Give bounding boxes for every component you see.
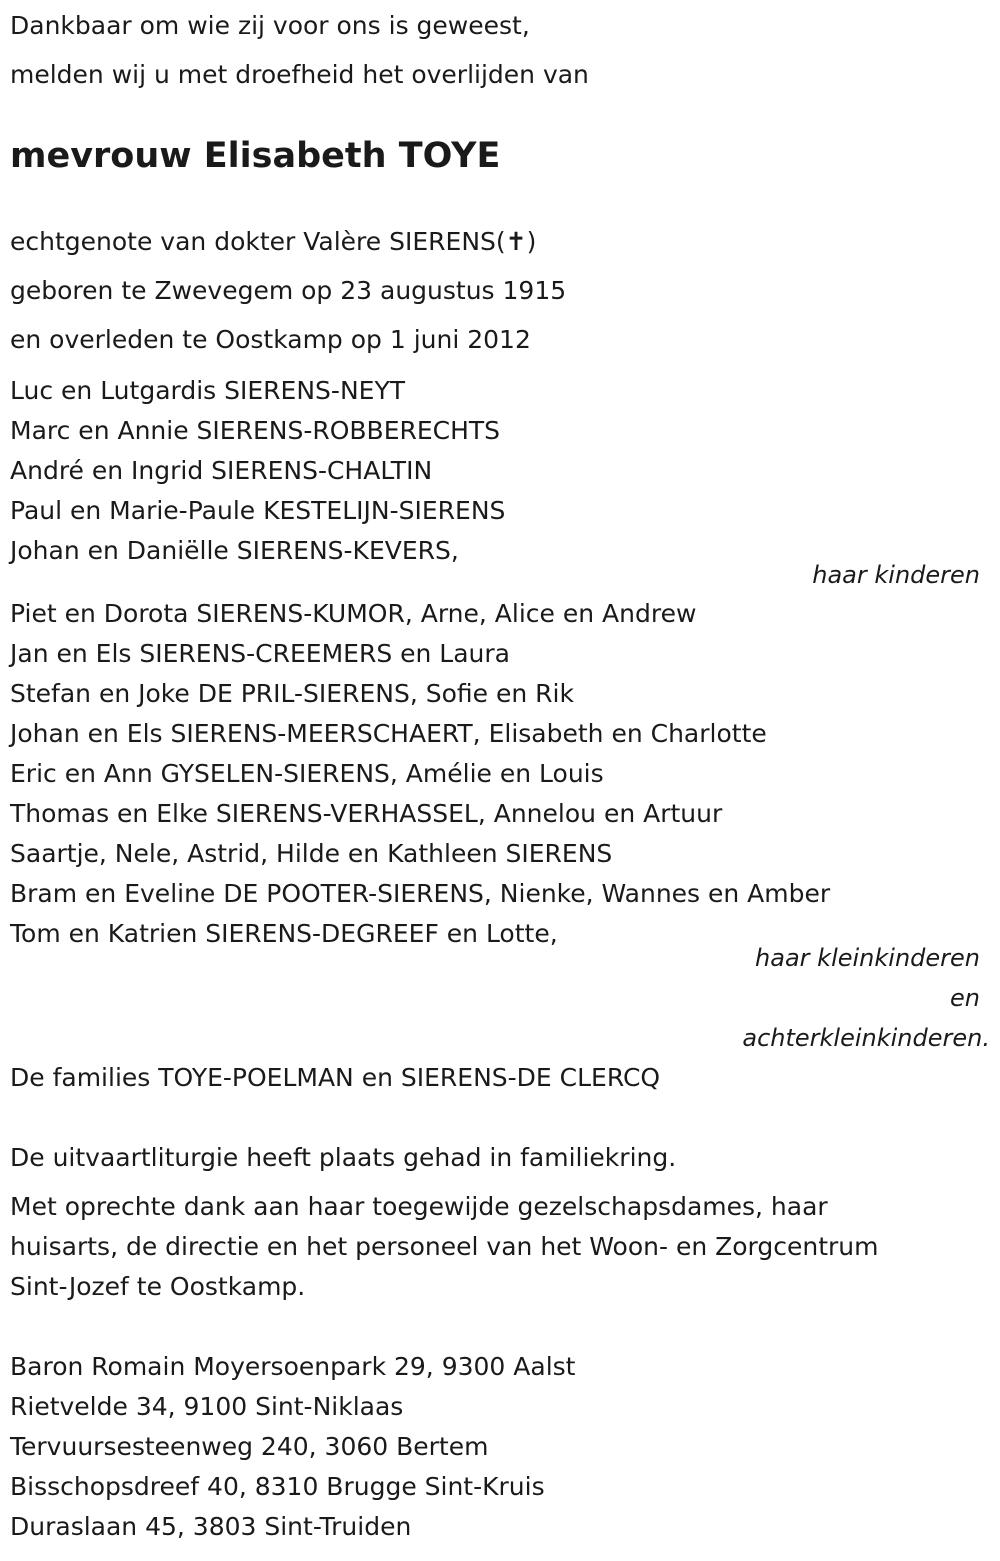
address-item: Tervuursesteenweg 240, 3060 Bertem xyxy=(10,1432,489,1461)
children-role: haar kinderen xyxy=(812,561,980,589)
spouse-line: echtgenote van dokter Valère SIERENS(✝) xyxy=(10,227,537,256)
list-item: Bram en Eveline DE POOTER-SIERENS, Nienke, Wannes en Amber xyxy=(10,879,831,908)
great-grandchildren-role: achterkleinkinderen. xyxy=(742,1024,990,1052)
intro-line-2: melden wij u met droefheid het overlijden van xyxy=(10,60,589,89)
grandchildren-list xyxy=(10,594,830,954)
list-item: Tom en Katrien SIERENS-DEGREEF en Lotte, xyxy=(10,919,558,948)
list-item: Saartje, Nele, Astrid, Hilde en Kathleen SIERENS xyxy=(10,839,613,868)
thanks-line: Met oprechte dank aan haar toegewijde gezelschapsdames, haar xyxy=(10,1192,828,1221)
list-item: André en Ingrid SIERENS-CHALTIN xyxy=(10,456,433,485)
list-item: Johan en Els SIERENS-MEERSCHAERT, Elisabeth en Charlotte xyxy=(10,719,767,748)
death-line: en overleden te Oostkamp op 1 juni 2012 xyxy=(10,325,531,354)
thanks-line: Sint-Jozef te Oostkamp. xyxy=(10,1272,306,1301)
address-item: Rietvelde 34, 9100 Sint-Niklaas xyxy=(10,1392,404,1421)
children-list xyxy=(10,371,505,571)
grandchildren-role: haar kleinkinderen xyxy=(755,944,980,972)
thanks-line: huisarts, de directie en het personeel van het Woon- en Zorgcentrum xyxy=(10,1232,879,1261)
list-item: Luc en Lutgardis SIERENS-NEYT xyxy=(10,376,405,405)
details-block xyxy=(10,222,566,360)
list-item: Piet en Dorota SIERENS-KUMOR, Arne, Alice en Andrew xyxy=(10,599,697,628)
birth-line: geboren te Zwevegem op 23 augustus 1915 xyxy=(10,276,567,305)
address-item: Duraslaan 45, 3803 Sint-Truiden xyxy=(10,1512,412,1541)
list-item: Paul en Marie-Paule KESTELIJN-SIERENS xyxy=(10,496,506,525)
list-item: Stefan en Joke DE PRIL-SIERENS, Sofie en Rik xyxy=(10,679,574,708)
list-item: Eric en Ann GYSELEN-SIERENS, Amélie en Louis xyxy=(10,759,604,788)
intro-line-1: Dankbaar om wie zij voor ons is geweest, xyxy=(10,11,530,40)
list-item: Marc en Annie SIERENS-ROBBERECHTS xyxy=(10,416,501,445)
address-item: Baron Romain Moyersoenpark 29, 9300 Aalst xyxy=(10,1352,576,1381)
address-item: Bisschopsdreef 40, 8310 Brugge Sint-Kruis xyxy=(10,1472,545,1501)
grandchildren-role-conjunction: en xyxy=(950,984,980,1012)
list-item: Jan en Els SIERENS-CREEMERS en Laura xyxy=(10,639,510,668)
thanks-paragraph xyxy=(10,1187,879,1307)
deceased-name: mevrouw Elisabeth TOYE xyxy=(10,136,501,176)
list-item: Thomas en Elke SIERENS-VERHASSEL, Annelou en Artuur xyxy=(10,799,723,828)
funeral-line: De uitvaartliturgie heeft plaats gehad in familiekring. xyxy=(10,1143,677,1172)
list-item: Johan en Daniëlle SIERENS-KEVERS, xyxy=(10,536,459,565)
address-list xyxy=(10,1347,575,1547)
families-line: De families TOYE-POELMAN en SIERENS-DE CLERCQ xyxy=(10,1063,661,1092)
